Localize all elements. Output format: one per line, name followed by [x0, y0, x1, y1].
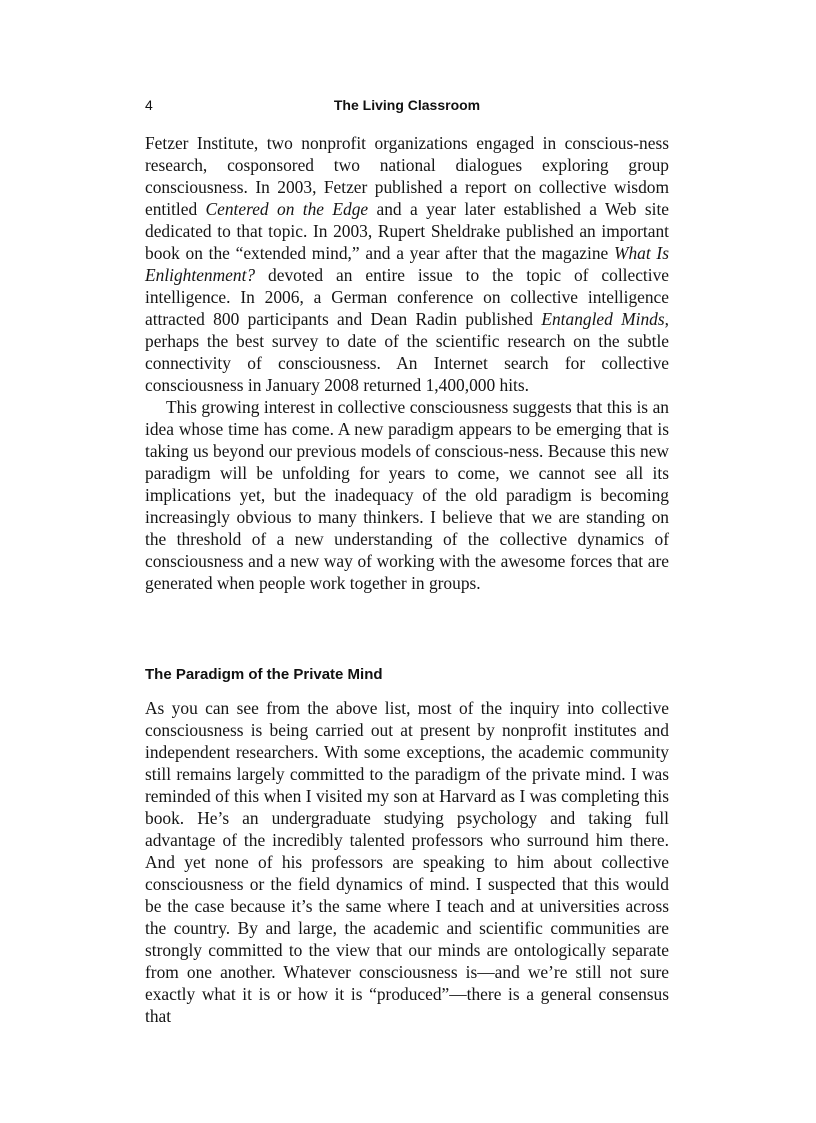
book-title-italic: Entangled Minds — [541, 309, 665, 329]
book-title-italic: Centered on the Edge — [205, 199, 369, 219]
text-run: devoted an entire issue to the topic of collective intelligence. In 2006, a German conference on collective intelligence attracted 800 participants and Dean Radin published — [145, 265, 669, 329]
page-number: 4 — [145, 97, 153, 113]
paragraph: This growing interest in collective consciousness suggests that this is an idea whose time has come. A new paradigm appears to be emerging that is taking us beyond our previous models of conscious-ness. Because this new paradigm will be unfolding for years to come, we cannot see all its implications yet, but the inadequacy of the old paradigm is becoming increasingly obvious to many thinkers. I believe that we are standing on the threshold of a new understanding of the collective dynamics of consciousness and a new way of working with the awesome forces that are generated when people work together in groups. — [145, 397, 669, 593]
body-text-section — [145, 697, 669, 1027]
magazine-title-italic: What Is Enlightenment? — [145, 243, 669, 285]
text-run: and a year later established a Web site dedicated to that topic. In 2003, Rupert Sheldrake published an important book on the “extended mind,” and a year after that the magazine — [145, 199, 669, 263]
running-title: The Living Classroom — [333, 97, 481, 113]
paragraph: As you can see from the above list, most of the inquiry into collective consciousness is being carried out at present by nonprofit institutes and independent researchers. With some exceptions, the academic community still remains largely committed to the paradigm of the private mind. I was reminded of this when I visited my son at Harvard as I was completing this book. He’s an undergraduate studying psychology and taking full advantage of the incredibly talented professors who surround him there. And yet none of his professors are speaking to him about collective consciousness or the field dynamics of mind. I suspected that this would be the case because it’s the same where I teach and at universities across the country. By and large, the academic and scientific communities are strongly committed to the view that our minds are ontologically separate from one another. Whatever consciousness is—and we’re still not sure exactly what it is or how it is “produced”—there is a general consensus that — [145, 698, 669, 1026]
paragraph — [145, 132, 669, 396]
section-heading: The Paradigm of the Private Mind — [145, 666, 383, 683]
text-run: , perhaps the best survey to date of the scientific research on the subtle connectivity of consciousness. An Internet search for collective consciousness in January 2008 returned 1,400,000 hits. — [145, 309, 669, 395]
text-run: Fetzer Institute, two nonprofit organizations engaged in conscious-ness research, cosponsored two national dialogues exploring group consciousness. In 2003, Fetzer published a report on collective wisdom entitled — [145, 133, 669, 219]
running-header — [145, 97, 669, 117]
body-text-top — [145, 132, 669, 594]
